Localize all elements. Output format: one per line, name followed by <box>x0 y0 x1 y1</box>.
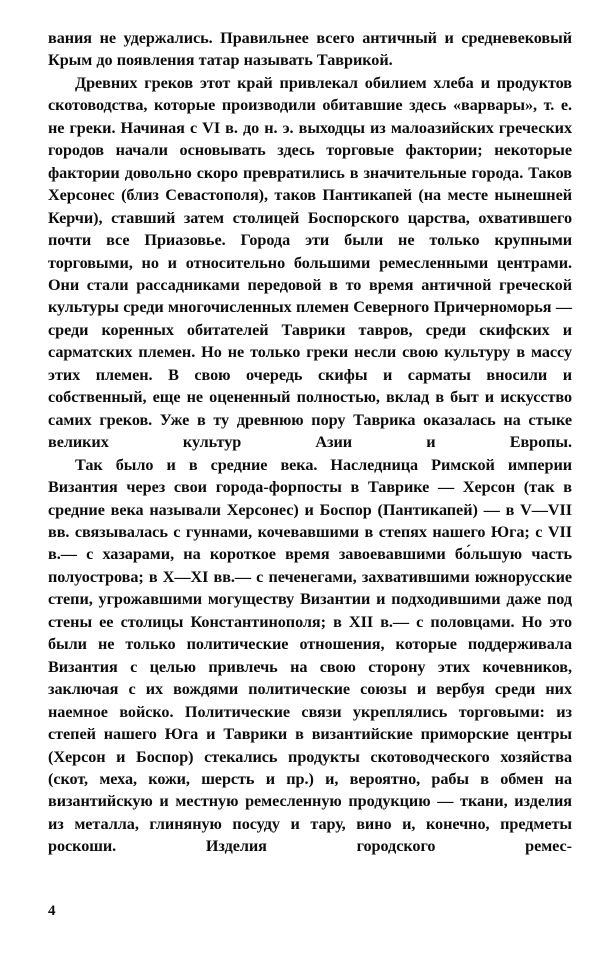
paragraph-ancient-greeks: Древних греков этот край привлекал обилием хлеба и продуктов скотоводства, которые производили обитавшие здесь «варвары», т. е. не греки. Начиная с VI в. до н. э. выходцы из малоазийских греческих городов начали основывать здесь торговые фактории; некоторые фактории довольно скоро превратились в значительные города. Таков Херсонес (близ Севастополя), таков Пантикапей (на месте нынешней Керчи), ставший затем столицей Боспорского царства, охватившего почти все Приазовье. Города эти были не только крупными торговыми, но и относительно большими ремесленными центрами. Они стали рассадниками передовой в то время античной греческой культуры среди многочисленных племен Северного Причерноморья — среди коренных обитателей Таврики тавров, среди скифских и сарматских племен. Но не только греки несли свою культуру в массу этих племен. В свою очередь скифы и сарматы вносили и собственный, еще не оцененный полностью, вклад в быт и искусство самих греков. Уже в ту древнюю пору Таврика оказалась на стыке великих культур Азии и Европы. <box>48 73 572 452</box>
paragraph-continued: вания не удержались. Правильнее всего античный и средневековый Крым до появления татар называть Таврикой. <box>48 29 572 70</box>
page-text-block <box>48 27 572 858</box>
paragraph-middle-ages: Так было и в средние века. Наследница Римской империи Византия через свои города-форпосты в Таврике — Херсон (так в средние века называли Херсонес) и Боспор (Пантикапей) — в V—VII вв. связывалась с гуннами, кочевавшими в степях нашего Юга; с VII в.— с хазарами, на короткое время завоевавшими бо́льшую часть полуострова; в X—XI вв.— с печенегами, захватившими южнорусские степи, угрожавшими могуществу Византии и подходившими даже под стены ее столицы Константинополя; в XII в.— с половцами. Но это были не только политические отношения, которые поддерживала Византия с целью привлечь на свою сторону этих кочевников, заключая с их вождями политические союзы и вербуя среди них наемное войско. Политические связи укреплялись торговыми: из степей нашего Юга и Таврики в византийские приморские центры (Херсон и Боспор) стекались продукты скотоводческого хозяйства (скот, меха, кожи, шерсть и пр.) и, вероятно, рабы в обмен на византийскую и местную ремесленную продукцию — ткани, изделия из металла, глиняную посуду и тару, вино и, конечно, предметы роскоши. Изделия городского ремес- <box>48 455 572 856</box>
page-number: 4 <box>48 903 56 919</box>
